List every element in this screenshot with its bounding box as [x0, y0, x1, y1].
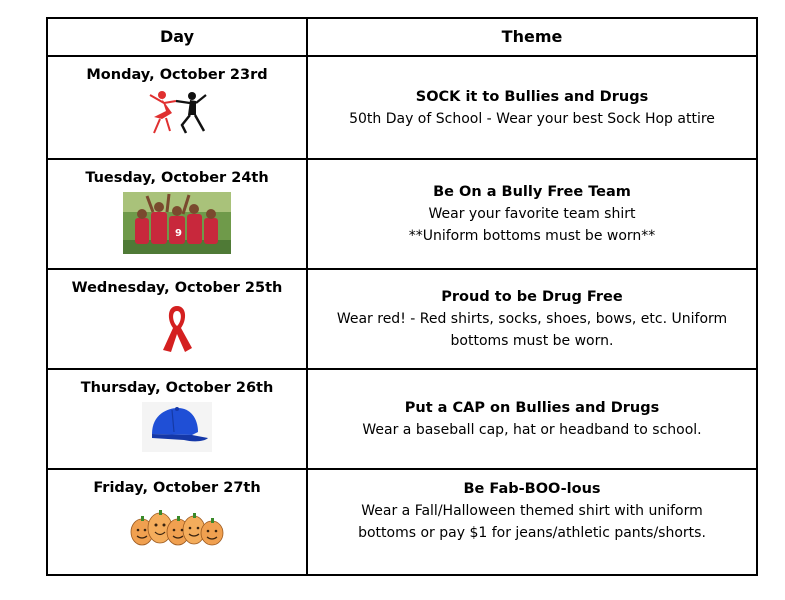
theme-cell: [308, 57, 756, 158]
spirit-week-table: [46, 17, 758, 576]
day-label: Wednesday, October 25th: [71, 280, 283, 296]
theme-cell: [308, 470, 756, 576]
theme-column-header: [308, 19, 756, 55]
table-row-friday: [48, 470, 756, 576]
theme-description-line: Wear a Fall/Halloween themed shirt with uniform: [361, 503, 703, 519]
day-cell: [48, 470, 308, 576]
pumpkins-icon: [128, 500, 226, 550]
team-huddle-photo: [123, 192, 231, 254]
day-column-header: [48, 19, 308, 55]
theme-title: Be On a Bully Free Team: [433, 184, 631, 200]
theme-description-line: bottoms must be worn.: [450, 333, 614, 349]
theme-title: Put a CAP on Bullies and Drugs: [404, 400, 660, 416]
svg-text:9: 9: [175, 228, 182, 239]
day-cell: [48, 57, 308, 158]
day-cell: [48, 370, 308, 468]
theme-description-line: 50th Day of School - Wear your best Sock Hop attire: [349, 110, 715, 127]
theme-description-line: bottoms or pay $1 for jeans/athletic pants/shorts.: [358, 525, 706, 541]
theme-cell: [308, 160, 756, 268]
day-label: Thursday, October 26th: [80, 380, 274, 396]
theme-description-line: Wear a baseball cap, hat or headband to school.: [362, 422, 702, 438]
theme-cell: [308, 270, 756, 368]
theme-description-line: **Uniform bottoms must be worn**: [408, 228, 656, 244]
baseball-cap-icon: [142, 402, 212, 452]
theme-title: SOCK it to Bullies and Drugs: [415, 88, 649, 105]
table-row-wednesday: [48, 270, 756, 370]
day-cell: [48, 160, 308, 268]
theme-title: Proud to be Drug Free: [441, 289, 623, 305]
day-label: Tuesday, October 24th: [85, 170, 269, 186]
theme-header-label: Theme: [501, 27, 563, 46]
theme-description-line: Wear red! - Red shirts, socks, shoes, bows, etc. Uniform: [336, 311, 728, 327]
table-row-tuesday: [48, 160, 756, 270]
theme-title: Be Fab-BOO-lous: [463, 481, 601, 497]
day-label: Friday, October 27th: [93, 480, 261, 496]
red-ribbon-icon: [159, 302, 195, 354]
theme-cell: [308, 370, 756, 468]
table-row-thursday: [48, 370, 756, 470]
day-header-label: Day: [159, 27, 194, 46]
table-row-monday: [48, 57, 756, 160]
table-header-row: [48, 19, 756, 57]
dancing-couple-icon: [142, 89, 212, 135]
day-label: Monday, October 23rd: [86, 67, 268, 83]
day-cell: [48, 270, 308, 368]
theme-description-line: Wear your favorite team shirt: [428, 206, 636, 222]
